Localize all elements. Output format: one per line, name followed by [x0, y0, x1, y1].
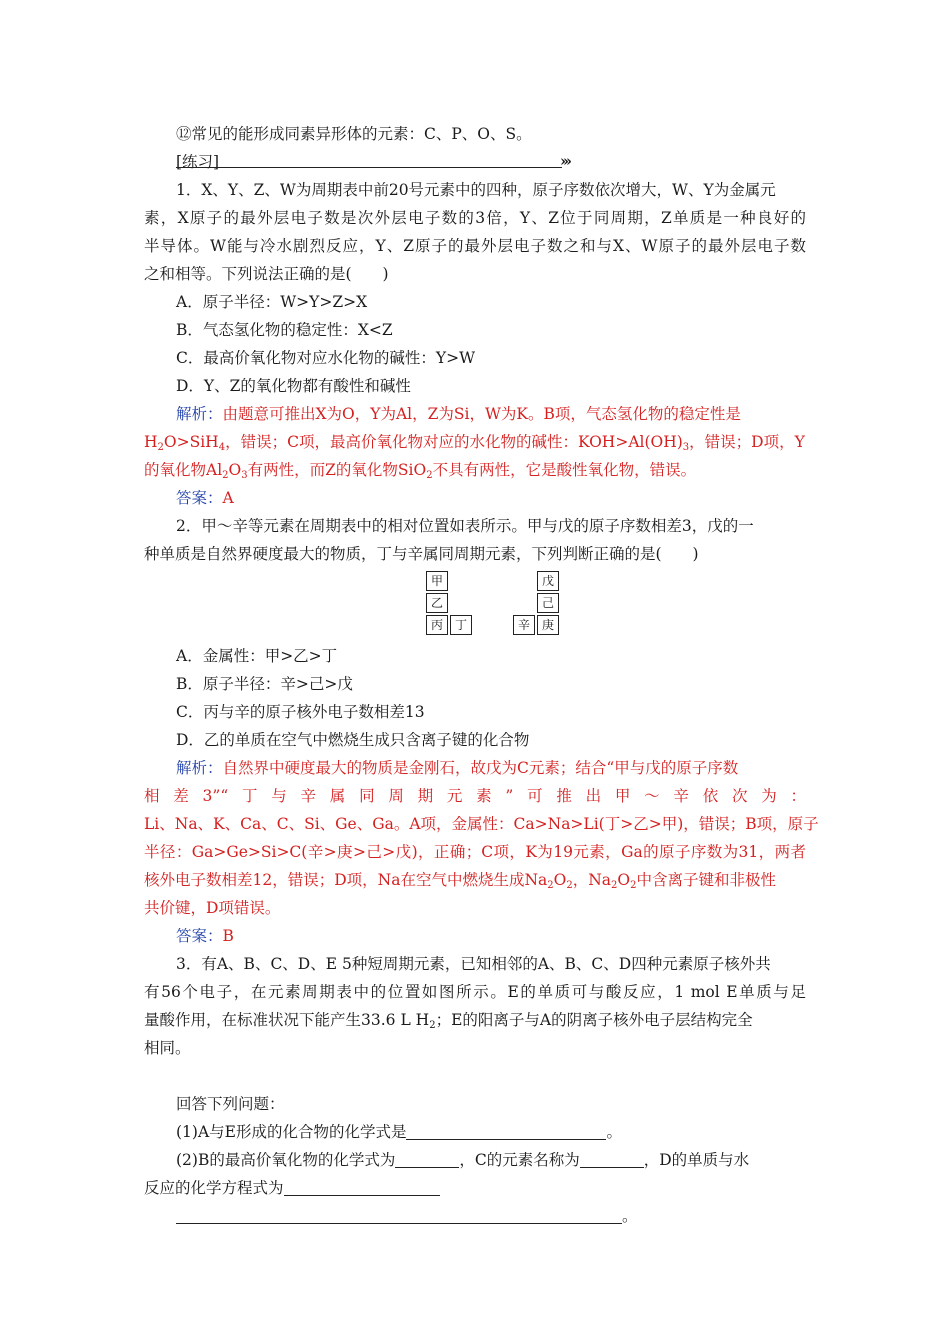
q2-analysis-line-6: 共价键，D项错误。 [144, 899, 281, 917]
q2-option-b: B．原子半径：辛>己>戊 [176, 675, 353, 693]
q3-sub-2-line-3: 。 [176, 1206, 838, 1226]
answer-blank-4[interactable] [284, 1179, 440, 1196]
intro-note: ⑫常见的能形成同素异形体的元素：C、P、O、S。 [176, 125, 532, 143]
q2-analysis-line-3: Li、Na、K、Ca、C、Si、Ge、Ga。A项，金属性：Ca>Na>Li(丁>乙>甲)，错误；B项，原子 [144, 815, 819, 833]
q2-analysis-label: 解析： [176, 759, 223, 777]
q2-option-c: C．丙与辛的原子核外电子数相差13 [176, 703, 425, 721]
q2-analysis-line-1: 解析：自然界中硬度最大的物质是金刚石，故戊为C元素；结合“甲与戊的原子序数 [176, 759, 739, 777]
q1-answer: 答案：A [176, 489, 234, 507]
q2-option-a: A．金属性：甲>乙>丁 [176, 647, 338, 665]
q1-option-b: B．气态氢化物的稳定性：X<Z [176, 321, 393, 339]
q1-analysis-line-2: $H_2O>SiH_4$，错误；C项，最高价氧化物对应的水化物的碱性：$KOH>Al(OH)_3$，错误；D项，Y [144, 433, 805, 453]
cell-jia: 甲 [426, 571, 448, 591]
q2-analysis-line-2: 相差3”“丁与辛属同周期元素”可推出甲～辛依次为： [144, 787, 806, 805]
q1-option-d: D．Y、Z的氧化物都有酸性和碱性 [176, 377, 411, 395]
q3-sub-1: (1)A与E形成的化合物的化学式是 。 [176, 1123, 622, 1141]
q3-line-2: 有56个电子，在元素周期表中的位置如图所示。E的单质可与酸反应，1 mol E单质与足 [144, 983, 806, 1001]
q3-sub-2-line-2: 反应的化学方程式为 [144, 1178, 806, 1198]
answer-blank-3[interactable] [580, 1151, 644, 1168]
cell-ding: 丁 [450, 615, 472, 635]
q1-option-a: A．原子半径：W>Y>Z>X [176, 293, 368, 311]
q1-line-4: 之和相等。下列说法正确的是( ) [144, 265, 389, 283]
q3-line-1: 3．有A、B、C、D、E 5种短周期元素，已知相邻的A、B、C、D四种元素原子核外共 [176, 955, 771, 973]
q3-line-4: 相同。 [144, 1039, 191, 1057]
q2-line-2: 种单质是自然界硬度最大的物质，丁与辛属同周期元素，下列判断正确的是( ) [144, 545, 699, 563]
q1-analysis-line-1: 解析：由题意可推出X为O，Y为Al，Z为Si，W为K。B项，气态氢化物的稳定性是 [176, 405, 741, 423]
q1-analysis-label: 解析： [176, 405, 223, 423]
answer-blank-5[interactable] [176, 1207, 622, 1224]
answer-blank-1[interactable] [406, 1123, 606, 1140]
practice-label: [练习] [176, 153, 220, 171]
q2-answer: 答案：B [176, 927, 234, 945]
q1-line-1: 1．X、Y、Z、W为周期表中前20号元素中的四种，原子序数依次增大，W、Y为金属元 [176, 181, 776, 199]
cell-geng: 庚 [537, 615, 559, 635]
q2-analysis-line-4: 半径：Ga>Ge>Si>C(辛>庚>己>戊)，正确；C项，K为19元素，Ga的原子序数为31，两者 [144, 843, 806, 861]
cell-xin: 辛 [513, 615, 535, 635]
q1-line-2: 素，X原子的最外层电子数是次外层电子数的3倍，Y、Z位于同周期，Z单质是一种良好的 [144, 209, 806, 227]
q2-option-d: D．乙的单质在空气中燃烧生成只含离子键的化合物 [176, 731, 530, 749]
chevron-right-icon: ››› [560, 152, 569, 170]
cell-bing: 丙 [426, 615, 448, 635]
q2-analysis-line-5: 核外电子数相差12，错误；D项，Na在空气中燃烧生成$Na_2O_2$，$Na_2O_2$中含离子键和非极性 [144, 871, 777, 891]
q1-line-3: 半导体。W能与冷水剧烈反应，Y、Z原子的最外层电子数之和与X、W原子的最外层电子数 [144, 237, 806, 255]
q3-line-3: 量酸作用，在标准状况下能产生33.6 L $H_2$；E的阳离子与A的阴离子核外电子层结构完全 [144, 1011, 753, 1031]
q2-line-1: 2．甲～辛等元素在周期表中的相对位置如表所示。甲与戊的原子序数相差3，戊的一 [176, 517, 754, 535]
answer-blank-2[interactable] [395, 1151, 459, 1168]
cell-yi: 乙 [426, 593, 448, 613]
q1-analysis-line-3: 的氧化物$Al_2O_3$有两性，而Z的氧化物SiO$_2$不具有两性，它是酸性氧化物，错误。 [144, 461, 697, 481]
q1-option-c: C．最高价氧化物对应水化物的碱性：Y>W [176, 349, 476, 367]
q3-answer-intro: 回答下列问题： [176, 1095, 285, 1113]
cell-ji: 己 [537, 593, 559, 613]
q3-sub-2: (2)B的最高价氧化物的化学式为 ，C的元素名称为 ，D的单质与水 [176, 1151, 750, 1169]
cell-wu: 戊 [537, 571, 559, 591]
practice-rule [176, 167, 562, 168]
